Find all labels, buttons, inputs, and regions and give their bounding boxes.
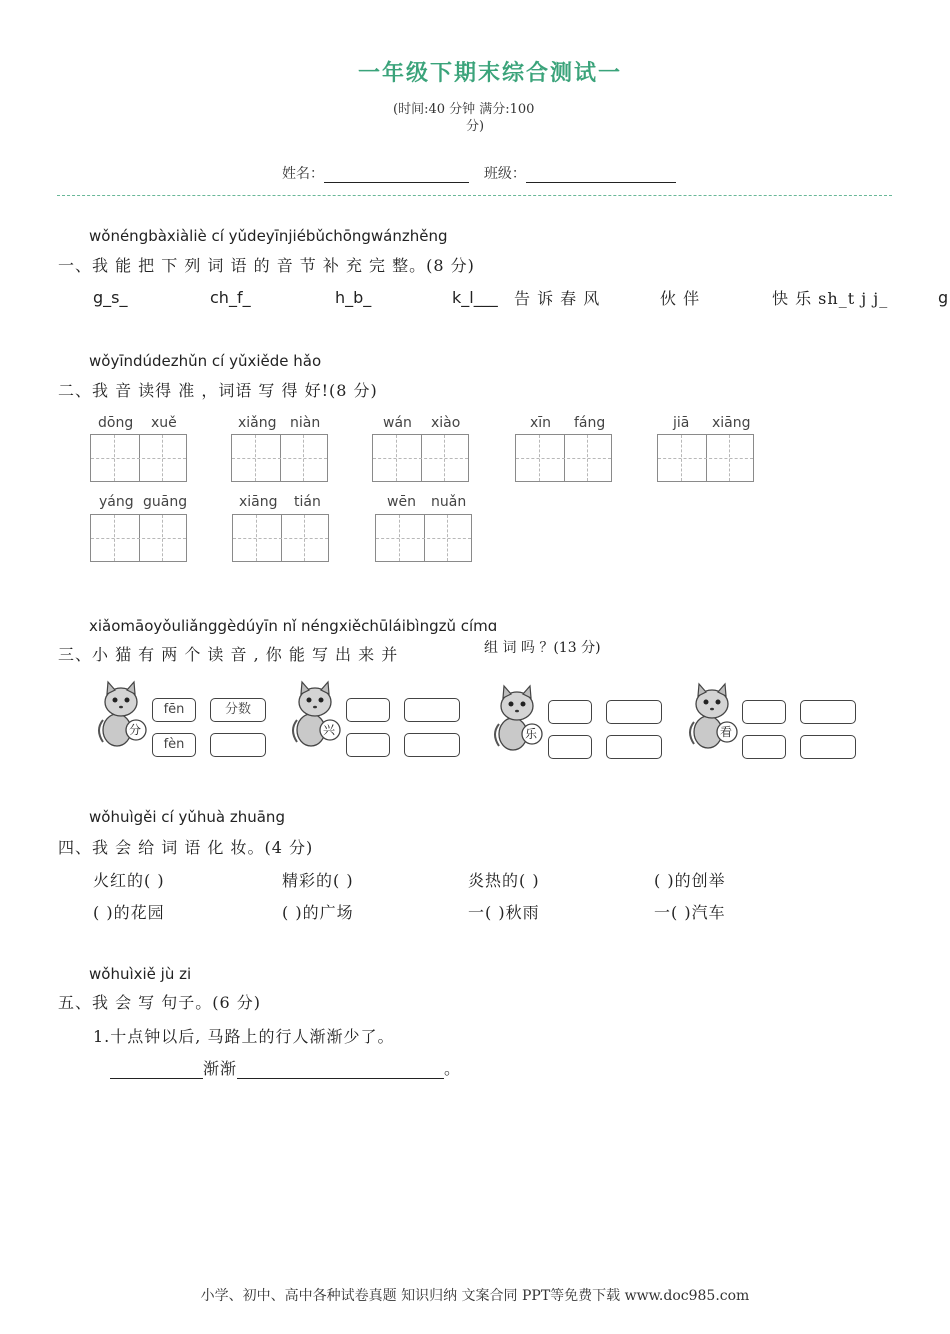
name-blank[interactable]: [324, 168, 469, 183]
cat-icon: [93, 680, 151, 752]
footer-note: 小学、初中、高中各种试卷真题 知识归纳 文案合同 PPT等免费下载 www.doc985.com: [200, 1288, 750, 1304]
cat4-pinyin-box-1[interactable]: [742, 700, 786, 724]
grid5-pinyin-a: jiā: [673, 415, 690, 431]
q4-pinyin: wǒhuìgěi cí yǔhuà zhuāng: [89, 808, 285, 826]
grid7-pinyin-a: xiāng: [239, 494, 278, 510]
q5-pinyin: wǒhuìxiě jù zi: [89, 965, 192, 983]
q5-fill-line[interactable]: [110, 1056, 461, 1079]
q5-sentence: 1.十点钟以后, 马路上的行人渐渐少了。: [93, 1027, 395, 1046]
q4-phrase-8[interactable]: 一( )汽车: [654, 903, 726, 922]
grid3-pinyin-a: wán: [383, 415, 412, 431]
q1-heading: 一、我 能 把 下 列 词 语 的 音 节 补 充 完 整。(8 分): [58, 256, 475, 275]
cat-icon: [684, 682, 742, 754]
cat3-word-box-2[interactable]: [606, 735, 662, 759]
cat-char-3: 乐: [525, 727, 538, 741]
cat2-word-box-2[interactable]: [404, 733, 460, 757]
grid4-pinyin-b: fáng: [574, 415, 606, 431]
grid7-pinyin-b: tián: [294, 494, 321, 510]
grid8-pinyin-b: nuǎn: [431, 494, 467, 510]
grid4-pinyin-a: xīn: [530, 415, 552, 431]
q4-phrase-1[interactable]: 火红的( ): [93, 871, 165, 890]
q3-heading-tail: 组 词 吗 ？(13 分): [484, 640, 601, 656]
q4-heading: 四、我 会 给 词 语 化 妆。(4 分): [58, 838, 314, 857]
q1-item-4[interactable]: k_l___: [452, 288, 498, 307]
grid6-pinyin-a: yáng: [99, 494, 134, 510]
q1-word-1: 告 诉 春 风: [514, 289, 601, 308]
cat2-pinyin-box-1[interactable]: [346, 698, 390, 722]
page-title: 一年级下期末综合测试一: [357, 61, 622, 86]
q1-item-1[interactable]: g_s_: [93, 288, 128, 307]
q1-word-3[interactable]: 快 乐 sh_t j j_: [772, 289, 889, 308]
cat4-pinyin-box-2[interactable]: [742, 735, 786, 759]
cat1-pinyin-box-1[interactable]: fēn: [152, 698, 196, 722]
q4-phrase-3[interactable]: 炎热的( ): [468, 871, 540, 890]
grid1-pinyin-a: dōng: [98, 415, 134, 431]
cat-char-2: 兴: [323, 723, 336, 737]
grid5-pinyin-b: xiāng: [712, 415, 751, 431]
q1-item-2[interactable]: ch_f_: [210, 288, 251, 307]
cat-char-1: 分: [129, 723, 142, 737]
header-divider: [57, 195, 892, 196]
q4-phrase-2[interactable]: 精彩的( ): [282, 871, 354, 890]
q5-heading: 五、我 会 写 句子。(6 分): [58, 993, 262, 1012]
q4-phrase-7[interactable]: 一( )秋雨: [468, 903, 540, 922]
class-blank[interactable]: [526, 168, 676, 183]
grid1-pinyin-b: xuě: [151, 415, 177, 431]
grid2-pinyin-b: niàn: [290, 415, 321, 431]
writing-grid-5[interactable]: [657, 434, 754, 482]
cat1-pinyin-box-2[interactable]: fèn: [152, 733, 196, 757]
name-field[interactable]: [282, 163, 676, 183]
cat4-word-box-2[interactable]: [800, 735, 856, 759]
cat3-pinyin-box-1[interactable]: [548, 700, 592, 724]
q4-phrase-5[interactable]: ( )的花园: [93, 903, 165, 922]
writing-grid-1[interactable]: [90, 434, 187, 482]
q5-fill-end: 。: [444, 1059, 462, 1078]
cat1-word-box-1[interactable]: 分数: [210, 698, 266, 722]
cat-char-4: 看: [720, 725, 733, 739]
writing-grid-6[interactable]: [90, 514, 187, 562]
writing-grid-3[interactable]: [372, 434, 469, 482]
q3-heading: 三、小 猫 有 两 个 读 音 , 你 能 写 出 来 并: [58, 645, 399, 664]
q4-phrase-4[interactable]: ( )的创举: [654, 871, 726, 890]
grid8-pinyin-a: wēn: [387, 494, 416, 510]
cat-icon: [287, 680, 345, 752]
writing-grid-7[interactable]: [232, 514, 329, 562]
q2-pinyin: wǒyīndúdezhǔn cí yǔxiěde hǎo: [89, 352, 322, 370]
cat2-pinyin-box-2[interactable]: [346, 733, 390, 757]
cat4-word-box-1[interactable]: [800, 700, 856, 724]
class-label: 班级：: [483, 166, 526, 182]
q4-phrase-6[interactable]: ( )的广场: [282, 903, 354, 922]
q5-blank-2[interactable]: [237, 1064, 444, 1079]
grid2-pinyin-a: xiǎng: [238, 415, 277, 431]
grid3-pinyin-b: xiào: [431, 415, 461, 431]
name-label: 姓名：: [282, 166, 324, 182]
q5-fill-mid: 渐渐: [203, 1059, 238, 1078]
cat2-word-box-1[interactable]: [404, 698, 460, 722]
exam-meta-line2: 分): [466, 119, 485, 134]
cat3-pinyin-box-2[interactable]: [548, 735, 592, 759]
grid6-pinyin-b: guāng: [143, 494, 188, 510]
q1-pinyin: wǒnéngbàxiàliè cí yǔdeyīnjiébǔchōngwánzhěng: [89, 227, 448, 245]
q1-item-8[interactable]: g: [938, 288, 949, 307]
q3-pinyin: xiǎomāoyǒuliǎnggèdúyīn nǐ néngxiěchūláibìngzǔ címɑ: [89, 617, 498, 635]
exam-meta-line1: (时间:40 分钟 满分:100: [393, 102, 535, 117]
writing-grid-4[interactable]: [515, 434, 612, 482]
writing-grid-2[interactable]: [231, 434, 328, 482]
cat1-word-box-2[interactable]: [210, 733, 266, 757]
cat-icon: [489, 684, 547, 756]
cat3-word-box-1[interactable]: [606, 700, 662, 724]
writing-grid-8[interactable]: [375, 514, 472, 562]
q1-word-2: 伙 伴: [660, 289, 701, 308]
q2-heading: 二、我 音 读得 准 ，词语 写 得 好!(8 分): [58, 381, 378, 400]
q5-blank-1[interactable]: [110, 1064, 203, 1079]
q1-item-3[interactable]: h_b_: [335, 288, 372, 307]
